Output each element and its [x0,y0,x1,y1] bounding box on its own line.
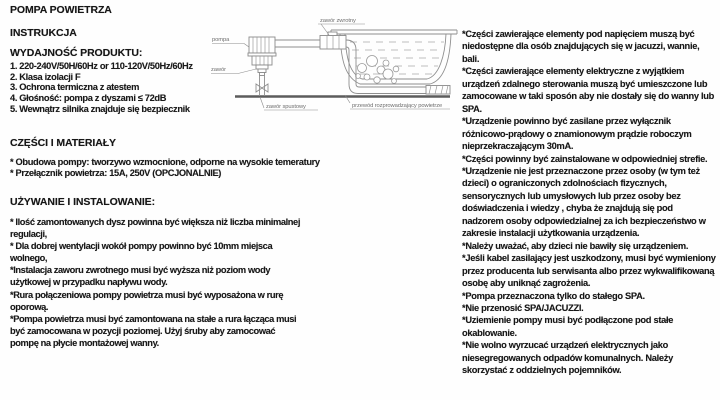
air-diffuser-drawing [426,86,450,95]
section-heading-wydajnosc: WYDAJNOŚĆ PRODUKTU: [10,47,143,59]
spec-item: 1. 220-240V/50H/60Hz or 110-120V/50Hz/60Hz [10,61,193,71]
safety-warnings-list [462,28,716,377]
installation-diagram [200,8,462,120]
spec-item: 4. Głośność: pompa z dyszami ≤ 72dB [10,93,167,104]
piping-drawing [275,32,450,94]
safety-warning: *Nie wolno wyrzucać urządzeń elektrycznych jako niesegregowanych odpadów komunalnych. Należy skorzystać z oddzielnych pojemników. [462,340,674,376]
usage-installation-paragraphs [10,216,304,349]
material-item: * Przełącznik powietrza: 15A, 250V (OPCJONALNIE) [10,168,222,179]
label-air-distribution-pipe: przewód rozprowadzający powietrze [352,103,443,109]
safety-warning: *Urządzenie nie jest przeznaczone przez osoby (w tym też dzieci) o ograniczonych zdolnościach fizycznych, sensorycznych lub umysłowych lub przez osoby bez doświadczenia i wiedzy , chyba że znajdują się pod nadzorem osoby odpowiedzialnej za ich bezpieczeństwo w zakresie instalacji użytkowania urządzenia. [462,165,706,239]
section-heading-czesci: CZĘŚCI I MATERIAŁY [10,137,116,149]
safety-warning: *Nie przenosić SPA/JACUZZI. [462,302,584,313]
drain-valve-drawing [256,76,268,97]
bathtub-drawing [331,30,457,84]
safety-warning: *Części powinny być zainstalowane w odpowiedniej strefie. [462,153,708,164]
label-drain-valve: zawór spustowy [266,104,306,110]
usage-paragraph: *Rura połączeniowa pompy powietrza musi być wyposażona w rurę oporową. [10,289,284,312]
label-pump: pompa [212,37,230,43]
usage-paragraph: * Dla dobrej wentylacji wokół pompy powinno być 10mm miejsca wolnego, [10,241,273,264]
section-heading-instrukcja: INSTRUKCJA [10,27,77,39]
safety-warning: *Jeśli kabel zasilający jest uszkodzony, musi być wymieniony przez producenta lub serwisanta albo przez wykwalifikowaną osobę aby uniknąć zagrożenia. [462,253,716,289]
label-valve: zawór [211,67,226,73]
section-heading-uzywanie: UŻYWANIE I INSTALOWANIE: [10,196,155,208]
usage-paragraph: * Ilość zamontowanych dysz powinna być większa niż liczba minimalnej regulacji, [10,217,301,240]
spec-item: 2. Klasa izolacji F [10,71,81,82]
material-item: * Obudowa pompy: tworzywo wzmocnione, odporne na wysokie temeratury [10,157,320,167]
safety-warning: *Należy uważać, aby dzieci nie bawiły się urządzeniem. [462,240,689,251]
spec-item: 5. Wewnątrz silnika znajduje się bezpiecznik [10,103,190,114]
usage-paragraph: *Instalacja zaworu zwrotnego musi być wyższa niż poziom wody użytkowej w przypadku napływu wody. [10,265,271,288]
product-specs-list [10,61,193,115]
safety-warning: *Uziemienie pompy musi być podłączone pod stałe okablowanie. [462,315,674,338]
valve-drawing [256,65,268,76]
safety-warning: *Części zawierające elementy pod napięciem muszą być niedostępne dla osób znajdujących się w jacuzzi, wannie, bali. [462,29,700,64]
label-check-valve: zawór zwrotny [320,18,356,24]
safety-warning: *Części zawierające elementy elektryczne z wyjątkiem urządzeń zdalnego sterowania muszą być umieszczone lub zamocowane w taki sposón aby nie dostały się do wanny lub SPA. [462,66,715,114]
check-valve-drawing [320,32,346,49]
document-title: POMPA POWIETRZA [10,4,112,16]
pump-drawing [248,37,276,65]
usage-paragraph: *Pompa powietrza musi być zamontowana na stałe a rura łącząca musi być zamocowana w pozycji poziomej. Użyj śruby aby zamocować pompę na płycie montażowej wanny. [10,313,297,348]
safety-warning: *Pompa przeznaczona tylko do stałego SPA. [462,290,645,301]
parts-materials-list [10,157,320,180]
safety-warning: *Urządzenie powinno być zasilane przez wyłącznik różnicowo-prądowy o znamionowym prądzie roboczym nieprzekraczającym 30mA. [462,116,692,152]
spec-item: 3. Ochrona termiczna z atestem [10,82,140,93]
